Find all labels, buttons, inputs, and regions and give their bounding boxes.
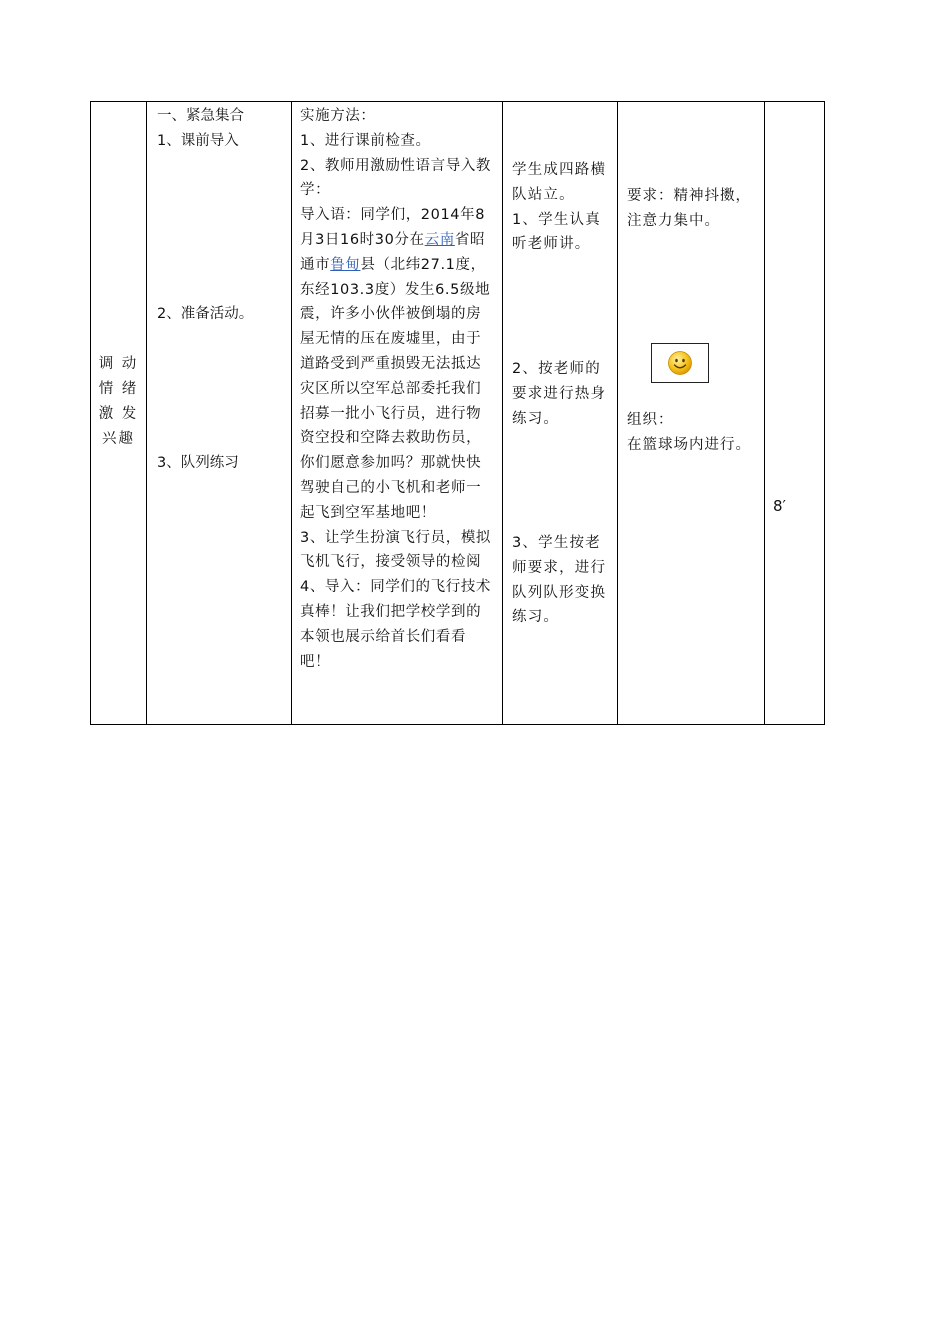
student-text: 3、学生按老师要求，进行队列队形变换练习。 xyxy=(512,535,607,626)
student-text: 学生成四路横队站立。 xyxy=(512,162,607,203)
phase-line: 激 发 xyxy=(98,406,139,422)
method-item-2: 2、教师用激励性语言导入教学： xyxy=(300,157,492,199)
student-text: 2、按老师的要求进行热身练习。 xyxy=(512,361,607,427)
ludian-link[interactable]: 鲁甸 xyxy=(330,256,361,273)
smiley-face-icon xyxy=(667,350,693,376)
student-activity-3 xyxy=(512,531,613,630)
phase-cell xyxy=(91,102,147,725)
content-step-2: 2、准备活动。 xyxy=(157,306,254,322)
student-cell xyxy=(503,102,618,725)
method-text xyxy=(300,104,496,674)
time-cell xyxy=(765,102,825,725)
method-item-1: 1、进行课前检查。 xyxy=(300,132,431,149)
method-title: 实施方法： xyxy=(300,108,376,124)
method-cell xyxy=(292,102,503,725)
organization-detail: 在篮球场内进行。 xyxy=(627,436,751,453)
smiley-frame xyxy=(651,343,709,383)
student-activity-2 xyxy=(512,357,613,431)
table-row xyxy=(91,102,825,725)
requirement: 要求：精神抖擞，注意力集中。 xyxy=(627,188,751,229)
organization-cell xyxy=(618,102,765,725)
intro-text: 省昭通市 xyxy=(300,231,486,273)
content-heading: 一、紧急集合 xyxy=(157,108,244,124)
time-value: 8′ xyxy=(773,497,786,515)
phase-line: 情 绪 xyxy=(98,381,139,397)
content-cell xyxy=(147,102,292,725)
method-intro xyxy=(300,203,496,525)
yunnan-link[interactable]: 云南 xyxy=(424,231,455,248)
method-item-3: 3、让学生扮演飞行员，模拟飞机飞行，接受领导的检阅 xyxy=(300,529,492,571)
student-text: 1、学生认真听老师讲。 xyxy=(512,211,601,253)
phase-line: 调 动 xyxy=(98,356,139,372)
method-item-4: 4、导入：同学们的飞行技术真棒！让我们把学校学到的本领也展示给首长们看看吧！ xyxy=(300,579,492,670)
content-step-3: 3、队列练习 xyxy=(157,455,239,471)
phase-line: 兴趣 xyxy=(102,431,135,447)
requirement-text xyxy=(627,184,760,234)
student-activity-1 xyxy=(512,158,613,257)
organization-label: 组织： xyxy=(627,412,674,428)
intro-text: 县（北纬27.1度，东经103.3度）发生6.5级地震，许多小伙伴被倒塌的房屋无情的压在废墟里，由于道路受到严重损毁无法抵达灾区所以空军总部委托我们招募一批小飞行员，进行物资空投和空降去救助伤员，你们愿意参加吗？那就快快驾驶自己的小飞机和老师一起飞到空军基地吧！ xyxy=(300,256,491,521)
phase-label xyxy=(91,352,146,452)
intro-text: 导入语：同学们，2014年8月3日16时30分在 xyxy=(300,207,486,248)
content-step-1: 1、课前导入 xyxy=(157,133,239,149)
lesson-plan-table xyxy=(90,101,825,725)
organization-text xyxy=(627,408,760,458)
